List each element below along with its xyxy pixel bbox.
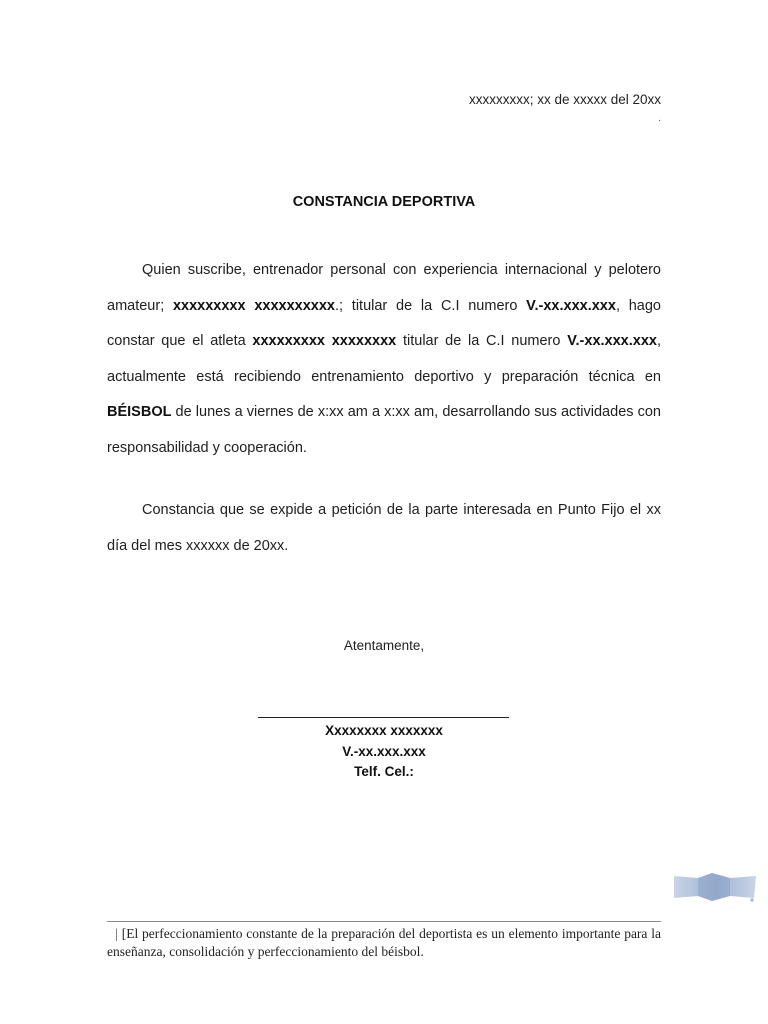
paragraph1-text-6: de lunes a viernes de x:xx am a x:xx am, desarrollando sus actividades con responsabilidad y cooperación.: [107, 404, 661, 456]
paragraph1-text-5: , actualmente está recibiendo entrenamiento deportivo y preparación técnica en: [107, 333, 661, 385]
signatory-name: Xxxxxxxx xxxxxxx: [325, 723, 443, 738]
document-title: CONSTANCIA DEPORTIVA: [292, 194, 476, 210]
coach-ci: V.-xx.xxx.xxx: [526, 297, 616, 314]
signature-line: [258, 717, 509, 718]
paragraph1-text-2: .; titular de la C.I numero: [334, 297, 527, 314]
paragraph1-text-3: , hago constar que el atleta: [107, 297, 661, 349]
paragraph2-text: Constancia que se expide a petición de la parte interesada en Punto Fijo el xx día del mes xxxxxx de 20xx.: [107, 502, 661, 554]
coach-name: xxxxxxxxx xxxxxxxxxx: [172, 297, 335, 314]
footnote-text: [El perfeccionamiento constante de la preparación del deportista es un elemento importante para la enseñanza, consolidación y perfeccionamiento del béisbol.: [107, 926, 661, 959]
signatory-ci: V.-xx.xxx.xxx: [342, 743, 426, 759]
sport-name: BÉISBOL: [107, 404, 172, 420]
paragraph1-text-1: Quien suscribe, entrenador personal con experiencia internacional y pelotero amateur;: [107, 262, 661, 314]
signature-block: [0, 721, 768, 783]
date-line: xxxxxxxxx; xx de xxxxx del 20xx: [468, 92, 661, 107]
footnote-separator: [107, 921, 661, 922]
athlete-ci: V.-xx.xxx.xxx: [567, 333, 657, 349]
footnote-marker: |: [115, 926, 118, 941]
decorative-ribbon-image: [672, 872, 758, 902]
paragraph-certification: [107, 253, 661, 466]
closing-salutation: Atentamente,: [343, 638, 425, 653]
signatory-phone-label: Telf. Cel.:: [354, 764, 414, 779]
footnote: [107, 925, 661, 961]
paragraph1-text-4: titular de la C.I numero: [396, 333, 568, 349]
athlete-name: xxxxxxxxx xxxxxxxx: [252, 333, 397, 349]
date-dot: .: [658, 113, 661, 124]
paragraph-issuance: [107, 493, 661, 564]
